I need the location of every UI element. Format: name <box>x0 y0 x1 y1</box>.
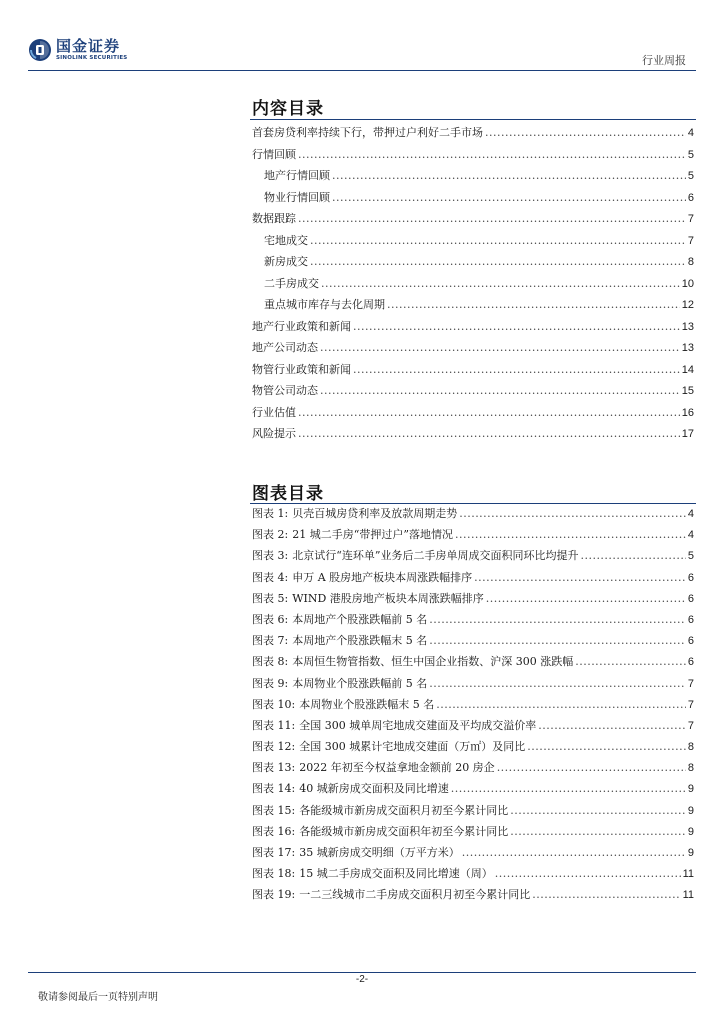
figure-entry[interactable] <box>252 630 694 651</box>
figure-entry-label: 35 城新房成交明细（万平方米） <box>299 846 460 859</box>
toc-leader-dots <box>387 294 680 316</box>
figure-leader-dots <box>436 694 686 715</box>
figure-entry-number: 图表 7: <box>252 634 289 648</box>
toc-entry-page: 16 <box>681 406 694 419</box>
toc-entry-page: 7 <box>687 234 694 247</box>
figure-entry-number: 图表 8: <box>252 655 289 669</box>
figure-list <box>252 503 694 906</box>
figure-entry[interactable] <box>252 884 694 905</box>
sinolink-logo-icon <box>28 38 52 62</box>
toc-entry-page: 13 <box>681 320 694 333</box>
page-number: -2- <box>355 974 369 985</box>
toc-leader-dots <box>353 359 680 381</box>
toc-entry-label: 数据跟踪 <box>252 212 296 225</box>
toc-leader-dots <box>321 273 680 295</box>
figure-entry-label: 各能级城市新房成交面积月初至今累计同比 <box>299 803 509 817</box>
toc-title: 内容目录 <box>252 99 324 119</box>
toc-leader-dots <box>310 230 686 252</box>
toc-leader-dots <box>332 165 686 187</box>
figure-entry[interactable] <box>252 736 694 757</box>
toc-entry[interactable] <box>252 273 694 295</box>
figure-entry-label: 本周恒生物管指数、恒生中国企业指数、沪深 300 涨跌幅 <box>292 655 574 669</box>
toc-entry-label: 首套房贷利率持续下行，带押过户利好二手市场 <box>252 126 483 139</box>
toc-entry[interactable] <box>252 208 694 230</box>
figure-leader-dots <box>474 567 686 588</box>
figure-leader-dots <box>538 715 686 736</box>
toc-leader-dots <box>485 122 686 144</box>
figure-leader-dots <box>486 588 686 609</box>
toc-list <box>252 122 694 445</box>
figure-entry-number: 图表 10: <box>252 697 296 711</box>
figure-leader-dots <box>510 800 686 821</box>
toc-leader-dots <box>310 251 686 273</box>
toc-leader-dots <box>298 208 686 230</box>
figure-entry[interactable] <box>252 524 694 545</box>
figure-leader-dots <box>497 757 686 778</box>
toc-entry-label: 物管行业政策和新闻 <box>252 362 351 376</box>
figure-entry-label: 40 城新房成交面积及同比增速 <box>299 782 449 796</box>
toc-entry-label: 宅地成交 <box>264 233 308 247</box>
figure-entry-number: 图表 17: <box>252 846 296 859</box>
figure-entry-page: 9 <box>687 847 694 859</box>
toc-leader-dots <box>298 144 686 166</box>
figure-entry-page: 9 <box>687 804 694 817</box>
toc-entry[interactable] <box>252 423 694 445</box>
figure-leader-dots <box>429 673 686 694</box>
figure-entry-page: 4 <box>687 508 694 520</box>
figure-entry[interactable] <box>252 651 694 672</box>
figure-entry-number: 图表 9: <box>252 676 289 690</box>
figure-entry[interactable] <box>252 609 694 630</box>
figure-entry-number: 图表 11: <box>252 718 296 732</box>
figure-entry-label: 申万 A 股房地产板块本周涨跌幅排序 <box>292 570 473 584</box>
page-header <box>0 0 724 72</box>
figure-entry[interactable] <box>252 757 694 778</box>
figure-entry-page: 11 <box>682 889 694 902</box>
figure-entry-number: 图表 13: <box>252 761 296 775</box>
toc-entry-label: 地产行业政策和新闻 <box>252 319 351 333</box>
toc-entry[interactable] <box>252 337 694 359</box>
toc-leader-dots <box>320 380 680 402</box>
toc-entry[interactable] <box>252 230 694 252</box>
figure-leader-dots <box>455 524 686 545</box>
toc-entry-label: 物管公司动态 <box>252 384 318 397</box>
figure-entry-page: 9 <box>687 825 694 838</box>
figure-entry[interactable] <box>252 503 694 524</box>
figure-entry-page: 11 <box>682 868 694 881</box>
logo-english-name: SINOLINK SECURITIES <box>56 54 128 61</box>
toc-entry[interactable] <box>252 165 694 187</box>
figure-leader-dots <box>495 863 681 884</box>
toc-entry-page: 8 <box>687 256 694 268</box>
figure-entry-page: 9 <box>687 783 694 796</box>
toc-entry-page: 15 <box>681 385 694 397</box>
figure-leader-dots <box>510 821 686 842</box>
toc-entry-label: 行情回顾 <box>252 147 296 161</box>
figure-leader-dots <box>451 778 686 799</box>
figure-entry[interactable] <box>252 567 694 588</box>
footer-divider <box>28 972 696 973</box>
figure-entry-number: 图表 16: <box>252 824 296 838</box>
toc-entry-page: 5 <box>687 148 694 161</box>
figure-entry-page: 7 <box>687 719 694 732</box>
figure-leader-dots <box>527 736 686 757</box>
toc-entry-page: 14 <box>681 363 694 376</box>
figure-entry[interactable] <box>252 545 694 566</box>
toc-entry-page: 5 <box>687 170 694 182</box>
figure-entry-label: 21 城二手房“带押过户”落地情况 <box>292 528 453 542</box>
figure-leader-dots <box>580 545 685 566</box>
figure-entry-label: 全国 300 城单周宅地成交建面及平均成交溢价率 <box>299 718 537 732</box>
figure-entry-label: 各能级城市新房成交面积年初至今累计同比 <box>299 824 509 838</box>
figure-entry-number: 图表 3: <box>252 549 289 563</box>
toc-entry-label: 重点城市库存与去化周期 <box>264 298 385 311</box>
disclaimer-text: 敬请参阅最后一页特别声明 <box>38 992 158 1003</box>
figure-entry-label: 15 城二手房成交面积及同比增速（周） <box>299 867 493 881</box>
toc-entry-label: 地产公司动态 <box>252 341 318 354</box>
figure-entry[interactable] <box>252 694 694 715</box>
toc-entry[interactable] <box>252 402 694 424</box>
figure-entry-label: 2022 年初至今权益拿地金额前 20 房企 <box>299 761 495 775</box>
figure-entry-page: 8 <box>687 741 694 754</box>
figure-entry-label: WIND 港股房地产板块本周涨跌幅排序 <box>292 591 484 605</box>
figure-entry-label: 本周地产个股涨跌幅前 5 名 <box>292 612 428 626</box>
figure-entry-number: 图表 4: <box>252 570 289 584</box>
toc-title-divider <box>250 119 696 120</box>
toc-entry-label: 物业行情回顾 <box>264 190 330 204</box>
toc-entry[interactable] <box>252 359 694 381</box>
figure-entry-number: 图表 6: <box>252 612 289 626</box>
figure-entry-number: 图表 2: <box>252 528 289 542</box>
figure-entry-label: 本周地产个股涨跌幅末 5 名 <box>292 634 428 648</box>
figure-leader-dots <box>429 630 686 651</box>
figure-entry[interactable] <box>252 715 694 736</box>
toc-entry[interactable] <box>252 380 694 402</box>
figure-entry-page: 6 <box>687 635 694 648</box>
figure-entry-page: 8 <box>687 762 694 775</box>
toc-entry[interactable] <box>252 294 694 316</box>
figure-entry-number: 图表 12: <box>252 740 296 754</box>
figure-list-title: 图表目录 <box>252 484 324 504</box>
toc-entry-page: 13 <box>681 342 694 354</box>
header-divider <box>28 70 696 71</box>
toc-leader-dots <box>332 187 686 209</box>
figure-entry-page: 7 <box>687 677 694 690</box>
figure-entry-number: 图表 1: <box>252 507 289 520</box>
figure-entry[interactable] <box>252 778 694 799</box>
toc-entry[interactable] <box>252 187 694 209</box>
figure-entry-page: 5 <box>687 550 694 563</box>
figure-entry-label: 本周物业个股涨跌幅末 5 名 <box>299 697 435 711</box>
toc-leader-dots <box>298 402 680 424</box>
toc-entry-label: 二手房成交 <box>264 276 319 290</box>
figure-entry-label: 本周物业个股涨跌幅前 5 名 <box>292 676 428 690</box>
figure-entry-page: 6 <box>687 656 694 669</box>
toc-entry[interactable] <box>252 144 694 166</box>
report-type-label: 行业周报 <box>642 54 686 67</box>
toc-entry[interactable] <box>252 122 694 144</box>
figure-entry[interactable] <box>252 673 694 694</box>
logo-chinese-name: 国金证券 <box>56 36 121 55</box>
figure-entry-page: 6 <box>687 571 694 584</box>
toc-entry-page: 17 <box>681 428 694 440</box>
figure-entry[interactable] <box>252 821 694 842</box>
figure-entry-label: 一二三线城市二手房成交面积月初至今累计同比 <box>299 888 531 902</box>
toc-entry-page: 12 <box>681 299 694 311</box>
figure-leader-dots <box>429 609 686 630</box>
figure-leader-dots <box>459 503 686 524</box>
figure-leader-dots <box>462 842 686 863</box>
figure-entry[interactable] <box>252 842 694 863</box>
toc-entry-label: 风险提示 <box>252 427 296 440</box>
toc-entry-label: 地产行情回顾 <box>264 169 330 182</box>
figure-entry-number: 图表 14: <box>252 782 296 796</box>
figure-entry-number: 图表 19: <box>252 888 296 902</box>
figure-entry-page: 4 <box>687 529 694 542</box>
figure-entry-number: 图表 18: <box>252 867 296 881</box>
toc-entry-label: 行业估值 <box>252 405 296 419</box>
figure-leader-dots <box>532 884 680 905</box>
toc-leader-dots <box>353 316 680 338</box>
toc-leader-dots <box>298 423 680 445</box>
figure-entry-page: 6 <box>687 592 694 605</box>
toc-entry-page: 10 <box>681 277 694 290</box>
figure-entry[interactable] <box>252 800 694 821</box>
figure-entry-number: 图表 15: <box>252 803 296 817</box>
figure-entry-page: 7 <box>687 698 694 711</box>
toc-entry-page: 7 <box>687 213 694 225</box>
figure-entry[interactable] <box>252 863 694 884</box>
figure-leader-dots <box>575 651 686 672</box>
figure-entry-label: 全国 300 城累计宅地成交建面（万㎡）及同比 <box>299 740 526 754</box>
toc-entry-page: 4 <box>687 127 694 139</box>
toc-entry[interactable] <box>252 251 694 273</box>
toc-entry-label: 新房成交 <box>264 255 308 268</box>
figure-entry-page: 6 <box>687 613 694 626</box>
toc-entry-page: 6 <box>687 191 694 204</box>
company-logo <box>28 38 127 62</box>
figure-entry[interactable] <box>252 588 694 609</box>
figure-entry-number: 图表 5: <box>252 591 289 605</box>
toc-entry[interactable] <box>252 316 694 338</box>
toc-leader-dots <box>320 337 680 359</box>
figure-entry-label: 贝壳百城房贷利率及放款周期走势 <box>292 507 458 520</box>
figure-entry-label: 北京试行“连环单”业务后二手房单周成交面积同环比均提升 <box>292 549 579 563</box>
